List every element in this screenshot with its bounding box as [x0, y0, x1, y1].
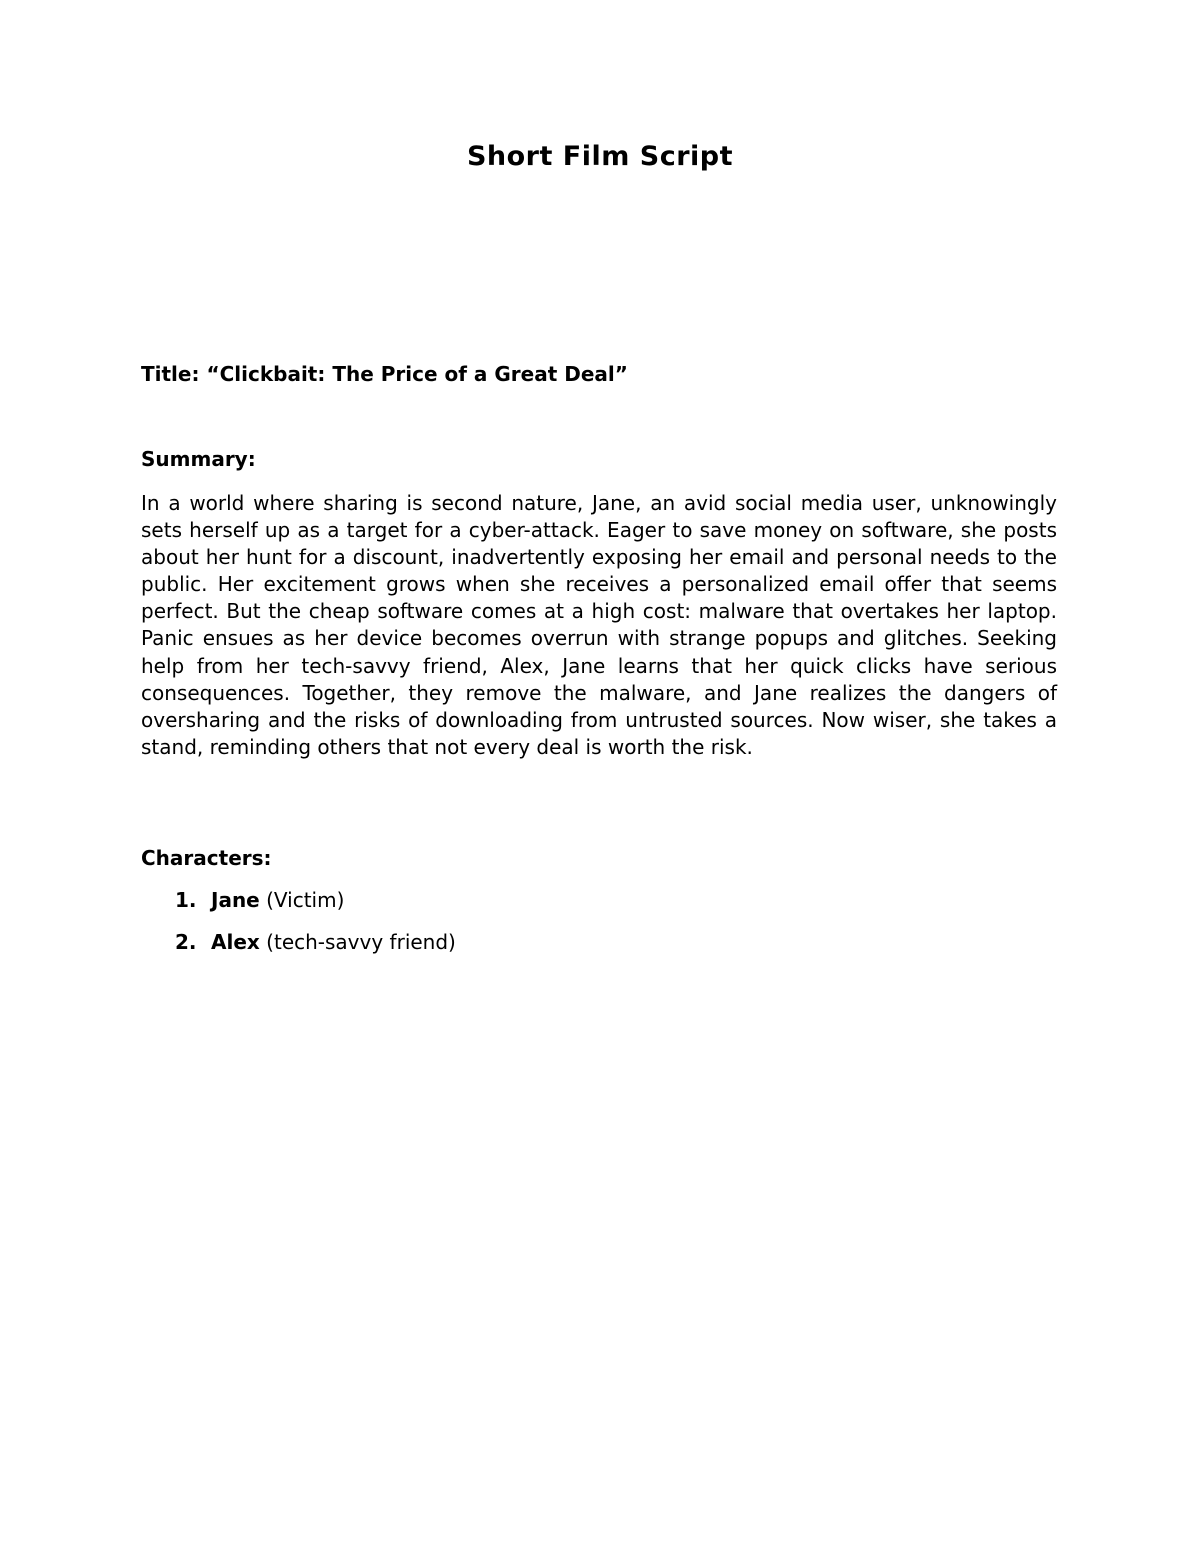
summary-heading: Summary:	[141, 447, 256, 471]
film-title: Title: “Clickbait: The Price of a Great Deal”	[141, 362, 628, 386]
character-name: Alex	[211, 930, 260, 954]
page-title: Short Film Script	[466, 141, 734, 172]
character-name: Jane	[211, 888, 260, 912]
summary-paragraph: In a world where sharing is second nature, Jane, an avid social media user, unknowingly sets herself up as a target for a cyber-attack. Eager to save money on software, she posts about her hunt for a discount, inadvertently exposing her email and personal needs to the public. Her excitement grows when she receives a personalized email offer that seems perfect. But the cheap software comes at a high cost: malware that overtakes her laptop. Panic ensues as her device becomes overrun with strange popups and glitches. Seeking help from her tech-savvy friend, Alex, Jane learns that her quick clicks have serious consequences. Together, they remove the malware, and Jane realizes the dangers of oversharing and the risks of downloading from untrusted sources. Now wiser, she takes a stand, reminding others that not every deal is worth the risk.	[141, 491, 1057, 759]
characters-heading: Characters:	[141, 846, 272, 870]
list-item	[175, 930, 456, 972]
characters-list	[175, 888, 456, 972]
list-item-number: 2.	[175, 930, 197, 954]
list-item-number: 1.	[175, 888, 197, 912]
character-role: (tech-savvy friend)	[266, 930, 456, 954]
list-item	[175, 888, 456, 930]
character-role: (Victim)	[266, 888, 345, 912]
